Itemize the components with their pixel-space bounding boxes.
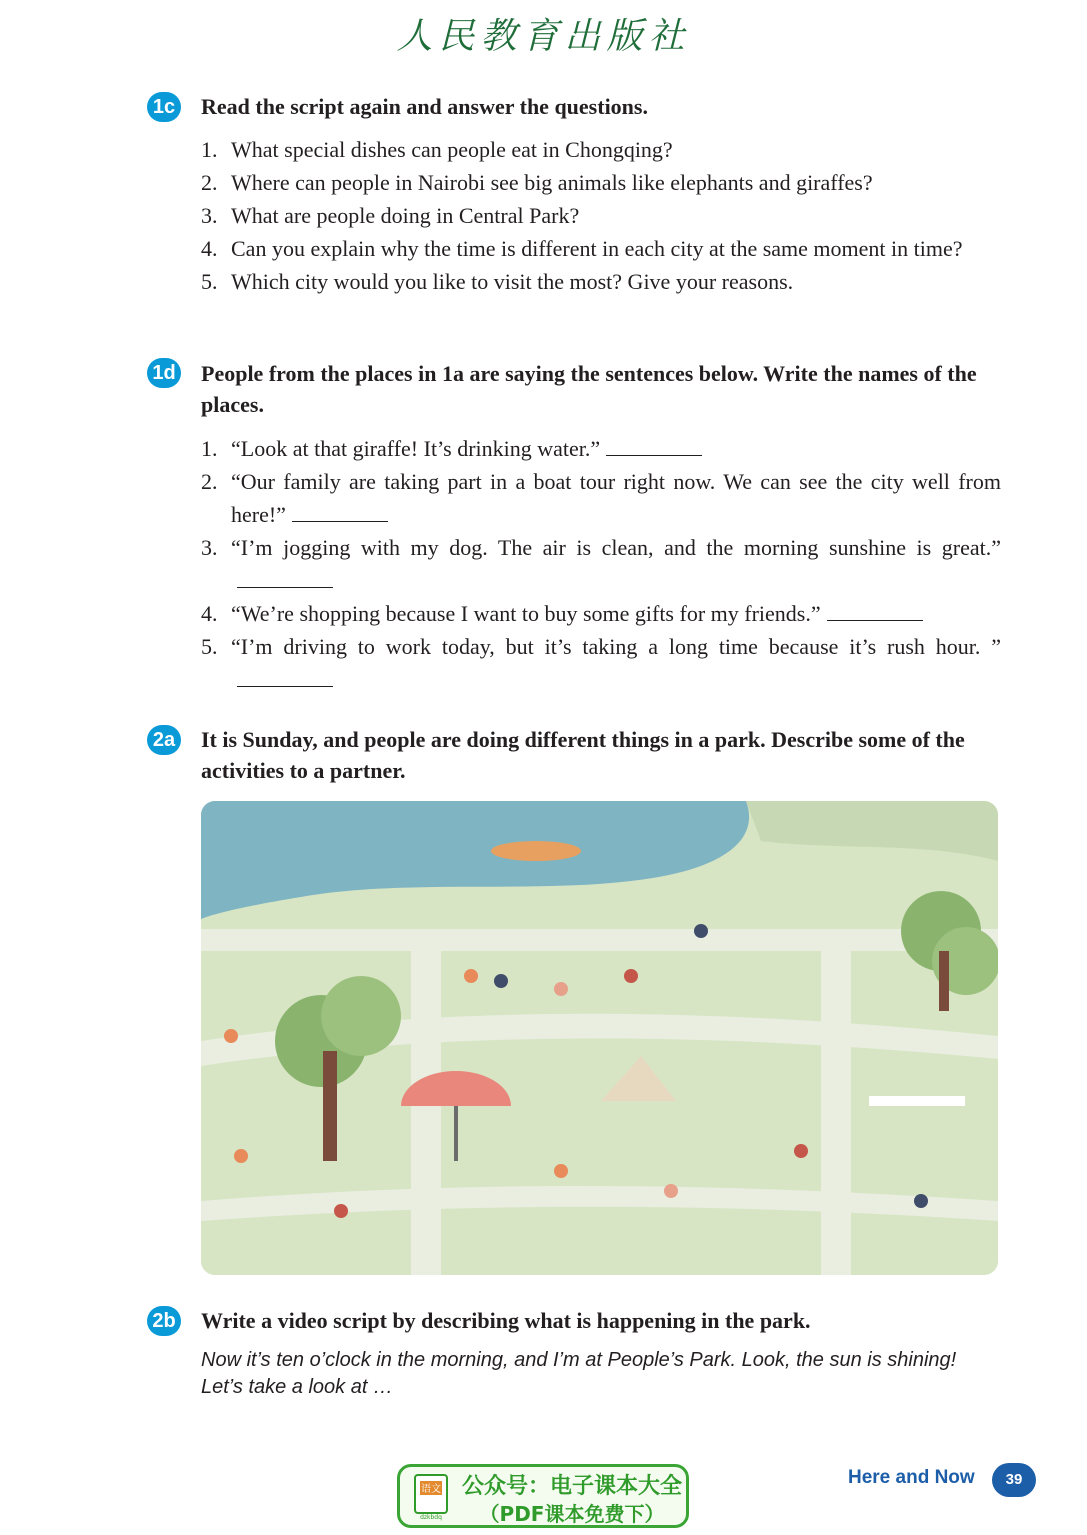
stamp-line-2: （PDF课本免费下）	[479, 1502, 665, 1526]
list-item: 4. “We’re shopping because I want to buy some gifts for my friends.”	[201, 597, 1001, 630]
answer-blank[interactable]	[292, 501, 388, 522]
svg-text:语文: 语文	[421, 1484, 441, 1495]
answer-blank[interactable]	[237, 666, 333, 687]
section-badge-1c: 1c	[147, 92, 181, 122]
list-item: 1. What special dishes can people eat in Chongqing?	[201, 137, 673, 162]
question-list-1c	[201, 133, 1001, 298]
book-icon	[412, 1473, 450, 1521]
section-badge-2b: 2b	[147, 1306, 181, 1336]
stamp-line-1: 公众号：电子课本大全	[461, 1474, 682, 1499]
section-heading-2b: Write a video script by describing what is happening in the park.	[201, 1308, 811, 1333]
publisher-logo: 人民教育出版社	[396, 16, 691, 57]
list-item: 1. “Look at that giraffe! It’s drinking water.”	[201, 432, 1001, 465]
list-item: 5. “I’m driving to work today, but it’s taking a long time because it’s rush hour. ”	[201, 630, 1001, 696]
section-heading-1c: Read the script again and answer the questions.	[201, 94, 648, 119]
answer-blank[interactable]	[237, 567, 333, 588]
section-heading-1d: People from the places in 1a are saying the sentences below. Write the names of the places.	[201, 361, 977, 417]
list-item: 3. “I’m jogging with my dog. The air is clean, and the morning sunshine is great.”	[201, 531, 1001, 597]
section-badge-2a: 2a	[147, 725, 181, 755]
sentence-list-1d	[201, 432, 1001, 696]
list-item: 4. Can you explain why the time is different in each city at the same moment in time?	[201, 236, 963, 261]
section-heading-2a: It is Sunday, and people are doing different things in a park. Describe some of the activities to a partner.	[201, 727, 965, 783]
answer-blank[interactable]	[827, 600, 923, 621]
svg-text:dzkbdq: dzkbdq	[420, 1514, 442, 1521]
list-item: 5. Which city would you like to visit the most? Give your reasons.	[201, 269, 794, 294]
park-illustration	[201, 801, 998, 1275]
section-badge-1d: 1d	[147, 358, 181, 388]
wechat-stamp	[397, 1464, 689, 1528]
list-item: 2. “Our family are taking part in a boat tour right now. We can see the city well from here!”	[201, 469, 1001, 527]
list-item: 2. Where can people in Nairobi see big animals like elephants and giraffes?	[201, 170, 873, 195]
example-script: Now it’s ten o’clock in the morning, and I’m at People’s Park. Look, the sun is shining! Let’s take a look at …	[201, 1349, 957, 1398]
answer-blank[interactable]	[606, 435, 702, 456]
unit-title: Here and Now	[848, 1467, 975, 1488]
page-number: 39	[992, 1463, 1036, 1497]
list-item: 3. What are people doing in Central Park?	[201, 203, 580, 228]
